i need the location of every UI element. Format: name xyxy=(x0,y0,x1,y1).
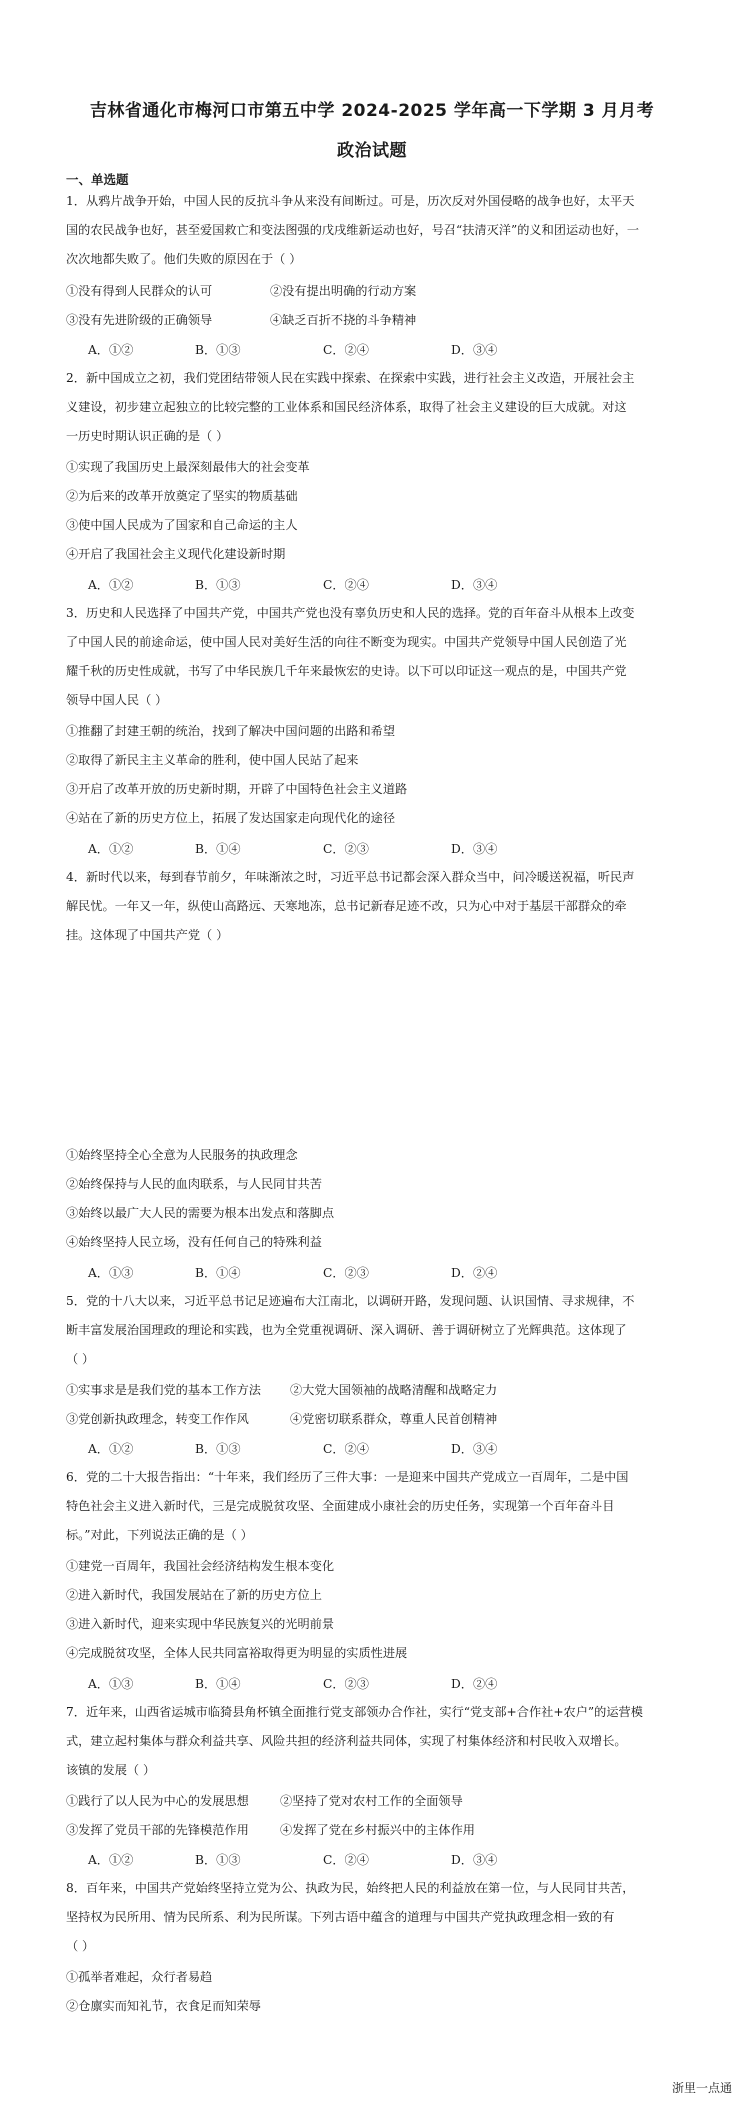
q4-stem-line1: 4．新时代以来，每到春节前夕，年味渐浓之时，习近平总书记都会深入群众当中，问冷暖送祝福，听民声 xyxy=(66,870,635,884)
q6-stem-line3: 标。”对此，下列说法正确的是（ ） xyxy=(66,1528,253,1542)
q6-statement-1: ①建党一百周年，我国社会经济结构发生根本变化 xyxy=(66,1559,335,1573)
q1-stem-line1: 1．从鸦片战争开始，中国人民的反抗斗争从来没有间断过。可是，历次反对外国侵略的战争也好，太平天 xyxy=(66,194,635,208)
q7-statement-3: ③发挥了党员干部的先锋模范作用 xyxy=(66,1823,249,1837)
q2-choice-b[interactable]: B．①③ xyxy=(195,578,241,592)
q4-choice-c[interactable]: C．②③ xyxy=(323,1266,369,1280)
q8-statement-2: ②仓廪实而知礼节，衣食足而知荣辱 xyxy=(66,1999,261,2013)
q2-choice-c[interactable]: C．②④ xyxy=(323,578,369,592)
q3-choice-a[interactable]: A．①② xyxy=(88,842,134,856)
q3-statement-4: ④站在了新的历史方位上，拓展了发达国家走向现代化的途径 xyxy=(66,811,396,825)
q1-statement-2: ②没有提出明确的行动方案 xyxy=(270,284,417,298)
q6-statement-2: ②进入新时代，我国发展站在了新的历史方位上 xyxy=(66,1588,322,1602)
q5-statement-2: ②大党大国领袖的战略清醒和战略定力 xyxy=(290,1383,498,1397)
q2-choice-a[interactable]: A．①② xyxy=(88,578,134,592)
q4-stem-line3: 挂。这体现了中国共产党（ ） xyxy=(66,928,229,942)
q1-stem-line2: 国的农民战争也好，甚至爱国救亡和变法图强的戊戌维新运动也好，号召“扶清灭洋”的义和团运动也好，一 xyxy=(66,223,640,237)
q3-stem-line2: 了中国人民的前途命运，使中国人民对美好生活的向往不断变为现实。中国共产党领导中国人民创造了光 xyxy=(66,635,627,649)
q2-stem-line1: 2．新中国成立之初，我们党团结带领人民在实践中探索、在探索中实践，进行社会主义改造，开展社会主 xyxy=(66,371,635,385)
q3-statement-2: ②取得了新民主主义革命的胜利，使中国人民站了起来 xyxy=(66,753,359,767)
q3-stem-line1: 3．历史和人民选择了中国共产党，中国共产党也没有辜负历史和人民的选择。党的百年奋斗从根本上改变 xyxy=(66,606,635,620)
q2-statement-4: ④开启了我国社会主义现代化建设新时期 xyxy=(66,547,286,561)
q1-statement-3: ③没有先进阶级的正确领导 xyxy=(66,313,213,327)
q2-statement-3: ③使中国人民成为了国家和自己命运的主人 xyxy=(66,518,298,532)
q7-statement-4: ④发挥了党在乡村振兴中的主体作用 xyxy=(280,1823,475,1837)
q4-stem-line2: 解民忧。一年又一年，纵使山高路远、天寒地冻，总书记新春足迹不改，只为心中对于基层干部群众的牵 xyxy=(66,899,627,913)
q7-choice-d[interactable]: D．③④ xyxy=(451,1853,498,1867)
q7-stem-line2: 式，建立起村集体与群众利益共享、风险共担的经济利益共同体，实现了村集体经济和村民收入双增长。 xyxy=(66,1734,627,1748)
q4-choice-d[interactable]: D．②④ xyxy=(451,1266,498,1280)
q5-statement-1: ①实事求是是我们党的基本工作方法 xyxy=(66,1383,261,1397)
q4-choice-b[interactable]: B．①④ xyxy=(195,1266,241,1280)
q3-stem-line3: 耀千秋的历史性成就，书写了中华民族几千年来最恢宏的史诗。以下可以印证这一观点的是，中国共产党 xyxy=(66,664,627,678)
q4-choice-a[interactable]: A．①③ xyxy=(88,1266,134,1280)
q5-stem-line2: 断丰富发展治国理政的理论和实践，也为全党重视调研、深入调研、善于调研树立了光辉典范。这体现了 xyxy=(66,1323,627,1337)
q3-statement-3: ③开启了改革开放的历史新时期，开辟了中国特色社会主义道路 xyxy=(66,782,408,796)
q4-statement-3: ③始终以最广大人民的需要为根本出发点和落脚点 xyxy=(66,1206,335,1220)
q5-choice-a[interactable]: A．①② xyxy=(88,1442,134,1456)
q4-statement-2: ②始终保持与人民的血肉联系，与人民同甘共苦 xyxy=(66,1177,322,1191)
q6-stem-line2: 特色社会主义进入新时代，三是完成脱贫攻坚、全面建成小康社会的历史任务，实现第一个百年奋斗目 xyxy=(66,1499,615,1513)
q2-statement-2: ②为后来的改革开放奠定了坚实的物质基础 xyxy=(66,489,298,503)
q2-stem-line2: 义建设，初步建立起独立的比较完整的工业体系和国民经济体系，取得了社会主义建设的巨大成就。对这 xyxy=(66,400,627,414)
q5-choice-b[interactable]: B．①③ xyxy=(195,1442,241,1456)
q7-choice-b[interactable]: B．①③ xyxy=(195,1853,241,1867)
q6-choice-a[interactable]: A．①③ xyxy=(88,1677,134,1691)
q4-statement-4: ④始终坚持人民立场，没有任何自己的特殊利益 xyxy=(66,1235,322,1249)
q7-statement-2: ②坚持了党对农村工作的全面领导 xyxy=(280,1794,463,1808)
q1-statement-1: ①没有得到人民群众的认可 xyxy=(66,284,213,298)
q3-stem-line4: 领导中国人民（ ） xyxy=(66,693,168,707)
footer-brand: 浙里一点通 xyxy=(671,2081,732,2095)
q6-statement-4: ④完成脱贫攻坚，全体人民共同富裕取得更为明显的实质性进展 xyxy=(66,1646,408,1660)
section-heading: 一、单选题 xyxy=(66,172,129,187)
q6-stem-line1: 6．党的二十大报告指出：“十年来，我们经历了三件大事：一是迎来中国共产党成立一百周年，二是中国 xyxy=(66,1470,629,1484)
q5-choice-d[interactable]: D．③④ xyxy=(451,1442,498,1456)
q7-stem-line3: 该镇的发展（ ） xyxy=(66,1763,156,1777)
q7-choice-c[interactable]: C．②④ xyxy=(323,1853,369,1867)
q6-choice-d[interactable]: D．②④ xyxy=(451,1677,498,1691)
q3-choice-c[interactable]: C．②③ xyxy=(323,842,369,856)
q5-choice-c[interactable]: C．②④ xyxy=(323,1442,369,1456)
exam-subtitle: 政治试题 xyxy=(337,141,407,161)
q6-choice-c[interactable]: C．②③ xyxy=(323,1677,369,1691)
q3-choice-b[interactable]: B．①④ xyxy=(195,842,241,856)
q7-statement-1: ①践行了以人民为中心的发展思想 xyxy=(66,1794,249,1808)
q8-stem-line2: 坚持权为民所用、情为民所系、利为民所谋。下列古语中蕴含的道理与中国共产党执政理念相一致的有 xyxy=(66,1910,615,1924)
q6-choice-b[interactable]: B．①④ xyxy=(195,1677,241,1691)
q5-statement-4: ④党密切联系群众，尊重人民首创精神 xyxy=(290,1412,498,1426)
q7-stem-line1: 7．近年来，山西省运城市临猗县角杯镇全面推行党支部领办合作社，实行“党支部+合作社+农户”的运营模 xyxy=(66,1705,643,1719)
q1-choice-a[interactable]: A．①② xyxy=(88,343,134,357)
q1-choice-c[interactable]: C．②④ xyxy=(323,343,369,357)
q1-choice-d[interactable]: D．③④ xyxy=(451,343,498,357)
q1-stem-line3: 次次地都失败了。他们失败的原因在于（ ） xyxy=(66,252,302,266)
q8-stem-line3: （ ） xyxy=(66,1939,95,1953)
q5-stem-line1: 5．党的十八大以来，习近平总书记足迹遍布大江南北，以调研开路，发现问题、认识国情、寻求规律，不 xyxy=(66,1294,635,1308)
q1-choice-b[interactable]: B．①③ xyxy=(195,343,241,357)
q3-statement-1: ①推翻了封建王朝的统治，找到了解决中国问题的出路和希望 xyxy=(66,724,396,738)
q3-choice-d[interactable]: D．③④ xyxy=(451,842,498,856)
q8-stem-line1: 8．百年来，中国共产党始终坚持立党为公、执政为民，始终把人民的利益放在第一位，与人民同甘共苦， xyxy=(66,1881,635,1895)
q5-statement-3: ③党创新执政理念，转变工作作风 xyxy=(66,1412,249,1426)
q2-stem-line3: 一历史时期认识正确的是（ ） xyxy=(66,429,229,443)
q2-statement-1: ①实现了我国历史上最深刻最伟大的社会变革 xyxy=(66,460,310,474)
q7-choice-a[interactable]: A．①② xyxy=(88,1853,134,1867)
exam-title: 吉林省通化市梅河口市第五中学 2024-2025 学年高一下学期 3 月月考 xyxy=(89,101,655,121)
q2-choice-d[interactable]: D．③④ xyxy=(451,578,498,592)
q6-statement-3: ③进入新时代，迎来实现中华民族复兴的光明前景 xyxy=(66,1617,335,1631)
q8-statement-1: ①孤举者难起，众行者易趋 xyxy=(66,1970,213,1984)
q4-statement-1: ①始终坚持全心全意为人民服务的执政理念 xyxy=(66,1148,298,1162)
q5-stem-line3: （ ） xyxy=(66,1352,95,1366)
q1-statement-4: ④缺乏百折不挠的斗争精神 xyxy=(270,313,417,327)
